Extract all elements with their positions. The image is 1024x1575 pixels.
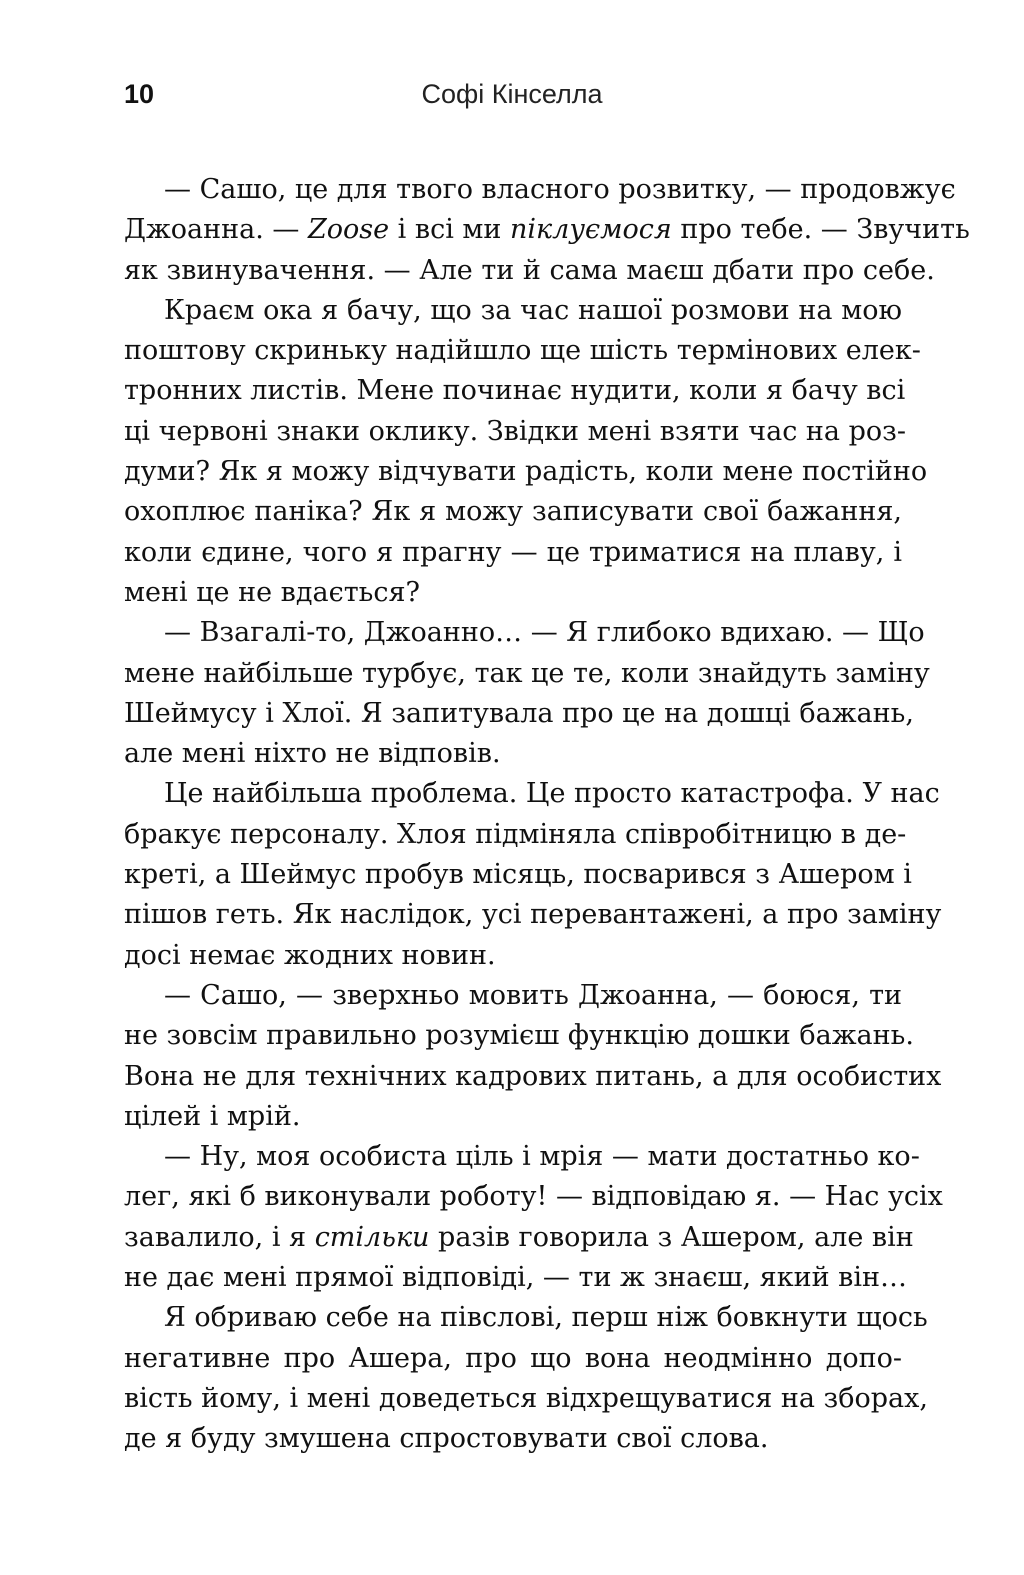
text-segment: разів говорила з Ашером, але він [429,1221,914,1253]
text-line [124,573,902,613]
body-text [124,170,970,1460]
text-segment: креті, а Шеймус пробув місяць, посварився з Ашером і [124,859,912,891]
text-line [124,1419,902,1459]
paragraph [124,976,942,1137]
text-segment: — Ну, моя особиста ціль і мрія — мати достатньо ко- [164,1141,920,1173]
text-line [124,976,902,1016]
text-line [124,251,935,291]
text-segment: але мені ніхто не відповів. [124,738,501,770]
text-line [124,371,906,411]
text-segment: — Сашо, — зверхньо мовить Джоанна, — боюся, ти [164,979,902,1011]
text-segment: Краєм ока я бачу, що за час нашої розмови на мою [164,294,902,326]
text-line [124,533,902,573]
text-line [124,210,970,250]
text-segment: Я обриваю себе на півслові, перш ніж бовкнути щось [164,1302,928,1334]
text-segment: охоплює паніка? Як я можу записувати свої бажання, [124,496,902,528]
text-line [124,492,902,532]
text-segment: і всі ми [389,214,511,246]
text-line [124,654,930,694]
text-segment: пішов геть. Як наслідок, усі перевантажені, а про заміну [124,899,942,931]
paragraph [124,1137,943,1298]
text-segment: поштову скриньку надійшло ще шість термінових елек- [124,335,921,367]
text-line [124,1298,928,1338]
text-line [124,815,907,855]
text-segment: мені це не вдається? [124,576,420,608]
text-segment: вість йому, і мені доведеться відхрещуватися на зборах, [124,1382,928,1414]
text-line [124,855,912,895]
text-line [124,1339,902,1379]
text-line [124,613,925,653]
text-segment: лег, які б виконували роботу! — відповідаю я. — Нас усіх [124,1181,943,1213]
text-line [124,1218,914,1258]
text-line [124,331,921,371]
text-segment: тронних листів. Мене починає нудити, коли я бачу всі [124,375,906,407]
text-segment: — Взагалі-то, Джоанно… — Я глибоко вдихаю. — Що [164,617,925,649]
page-header [0,74,1024,114]
text-line [124,936,902,976]
text-segment: коли єдине, чого я прагну — це триматися на плаву, і [124,536,902,568]
text-segment: Джоанна. — [124,214,308,246]
text-line [124,170,956,210]
text-segment: мене найбільше турбує, так це те, коли знайдуть заміну [124,657,930,689]
text-line [124,895,942,935]
text-segment: завалило, і я [124,1221,315,1253]
text-line [124,1057,942,1097]
text-segment: цілей і мрій. [124,1100,301,1132]
text-segment: — Сашо, це для твого власного розвитку, — продовжує [164,174,956,205]
text-segment: про тебе. — Звучить [671,214,970,246]
text-line [124,452,928,492]
text-segment: негативне про Ашера, про що вона неодмінно допо- [124,1342,902,1374]
paragraph [124,613,930,774]
paragraph [124,774,942,975]
text-segment: не зовсім правильно розумієш функцію дошки бажань. [124,1020,914,1052]
text-line [124,1177,943,1217]
text-line [124,1137,920,1177]
text-line [124,1258,907,1298]
text-segment: Це найбільша проблема. Це просто катастрофа. У нас [164,778,940,810]
text-line [124,774,940,814]
text-line [124,412,906,452]
page-number: 10 [124,79,155,109]
paragraph [124,1298,928,1459]
text-segment: думи? Як я можу відчувати радість, коли мене постійно [124,456,928,488]
paragraph [124,170,970,291]
text-segment: не дає мені прямої відповіді, — ти ж знаєш, який він… [124,1262,907,1294]
text-line [124,291,902,331]
text-segment: ці червоні знаки оклику. Звідки мені взяти час на роз- [124,415,906,447]
text-line [124,694,914,734]
text-segment: як звинувачення. — Але ти й сама маєш дбати про себе. [124,254,935,286]
italic-text: Zoose [307,214,390,246]
italic-text: стільки [314,1221,430,1253]
text-segment: Шеймусу і Хлої. Я запитувала про це на дошці бажань, [124,697,914,729]
italic-text: піклуємося [510,214,672,246]
text-line [124,1379,928,1419]
text-segment: досі немає жодних новин. [124,939,496,971]
text-segment: де я буду змушена спростовувати свої слова. [124,1423,769,1455]
text-line [124,1016,914,1056]
text-line [124,1097,902,1137]
text-line [124,734,902,774]
text-segment: бракує персоналу. Хлоя підміняла співробітницю в де- [124,818,907,850]
text-segment: Вона не для технічних кадрових питань, а для особистих [124,1060,942,1092]
paragraph [124,291,928,613]
running-title: Софі Кінселла [421,79,603,109]
